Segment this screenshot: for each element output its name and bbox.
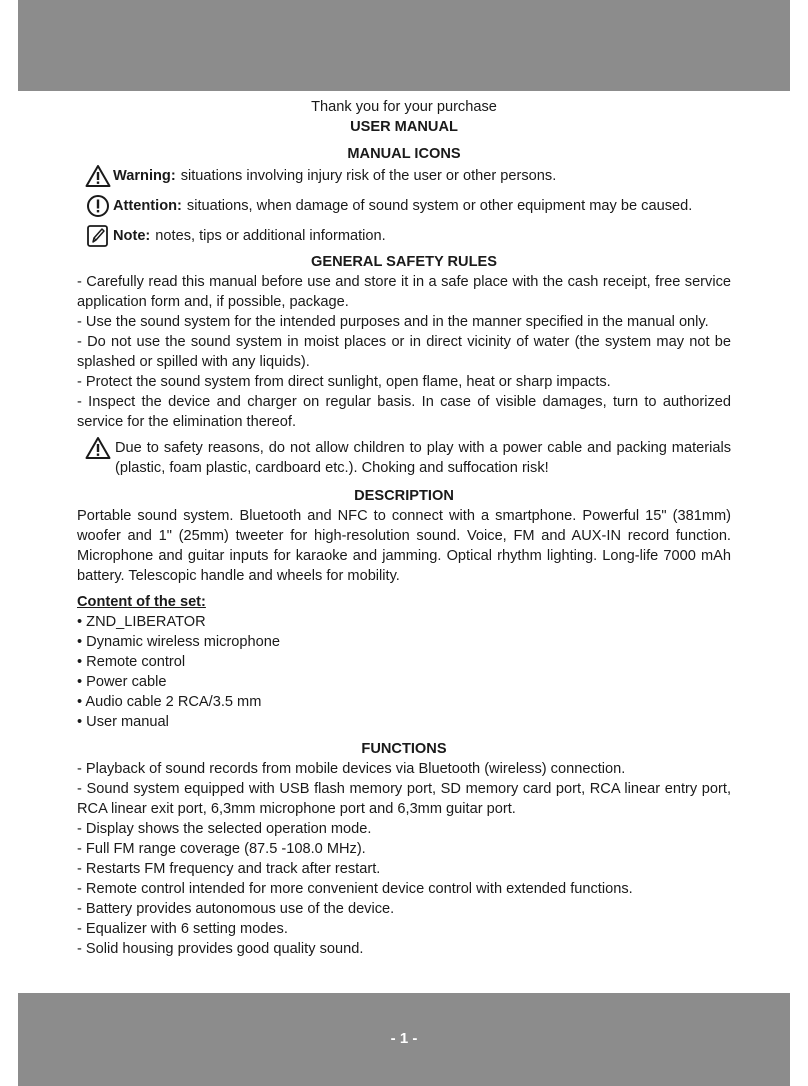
function-item: - Full FM range coverage (87.5 -108.0 MHz). xyxy=(77,841,366,857)
function-item: - Battery provides autonomous use of the device. xyxy=(77,901,395,917)
function-item: - Remote control intended for more convenient device control with extended functions. xyxy=(77,881,633,897)
thank-you-line: Thank you for your purchase xyxy=(311,99,497,115)
function-item: - Solid housing provides good quality sound. xyxy=(77,941,364,957)
description-heading: DESCRIPTION xyxy=(354,488,454,504)
attention-circle-icon xyxy=(85,194,111,218)
safety-rule: - Use the sound system for the intended purposes and in the manner specified in the manual only. xyxy=(77,314,709,330)
safety-rule: - Do not use the sound system in moist places or in direct vicinity of water (the system may not be splashed or spilled with any liquids). xyxy=(77,334,731,370)
header-bar xyxy=(18,0,790,91)
attention-label: Attention: xyxy=(113,198,182,214)
function-item: - Playback of sound records from mobile devices via Bluetooth (wireless) connection. xyxy=(77,761,626,777)
note-text: notes, tips or additional information. xyxy=(155,228,386,244)
list-item: • User manual xyxy=(77,714,169,730)
list-item: • Dynamic wireless microphone xyxy=(77,634,281,650)
function-item: - Equalizer with 6 setting modes. xyxy=(77,921,288,937)
list-item: • Power cable xyxy=(77,674,167,690)
function-item: - Sound system equipped with USB flash memory port, SD memory card port, RCA linear entry port, RCA linear exit port, 6,3mm microphone port and 6,3mm guitar port. xyxy=(77,781,731,817)
warning-label: Warning: xyxy=(113,168,176,184)
note-label: Note: xyxy=(113,228,151,244)
attention-row xyxy=(85,194,731,218)
child-safety-warning xyxy=(85,438,731,478)
manual-page-content xyxy=(77,97,731,959)
warning-row xyxy=(85,164,731,188)
note-pencil-icon xyxy=(85,224,111,248)
footer-bar xyxy=(18,993,790,1086)
attention-text: situations, when damage of sound system or other equipment may be caused. xyxy=(186,198,693,214)
list-item: • Audio cable 2 RCA/3.5 mm xyxy=(77,694,262,710)
warning-text: situations involving injury risk of the user or other persons. xyxy=(180,168,557,184)
safety-rule: - Inspect the device and charger on regular basis. In case of visible damages, turn to authorized service for the elimination thereof. xyxy=(77,394,731,430)
child-warning-text: Due to safety reasons, do not allow children to play with a power cable and packing materials (plastic, foam plastic, cardboard etc.). Choking and suffocation risk! xyxy=(115,440,731,476)
manual-icons-heading: MANUAL ICONS xyxy=(347,146,461,162)
note-row xyxy=(85,224,731,248)
list-item: • ZND_LIBERATOR xyxy=(77,614,206,630)
function-item: - Display shows the selected operation mode. xyxy=(77,821,372,837)
safety-heading: GENERAL SAFETY RULES xyxy=(311,254,497,270)
warning-triangle-icon xyxy=(85,164,111,188)
warning-triangle-icon xyxy=(85,436,111,460)
functions-heading: FUNCTIONS xyxy=(361,741,447,757)
description-text: Portable sound system. Bluetooth and NFC to connect with a smartphone. Powerful 15" (381mm) woofer and 1" (25mm) tweeter for high-resolution sound. Voice, FM and AUX-IN record function. Microphone and guitar inputs for karaoke and jamming. Optical rhythm lighting. Long-life 7000 mAh battery. Telescopic handle and wheels for mobility. xyxy=(77,508,731,584)
page-number: - 1 - xyxy=(390,1030,418,1047)
function-item: - Restarts FM frequency and track after restart. xyxy=(77,861,381,877)
content-of-set-heading: Content of the set: xyxy=(77,594,206,610)
manual-title: USER MANUAL xyxy=(350,119,458,135)
safety-rule: - Protect the sound system from direct sunlight, open flame, heat or sharp impacts. xyxy=(77,374,611,390)
safety-rule: - Carefully read this manual before use and store it in a safe place with the cash receipt, free service application form and, if possible, package. xyxy=(77,274,731,310)
list-item: • Remote control xyxy=(77,654,186,670)
